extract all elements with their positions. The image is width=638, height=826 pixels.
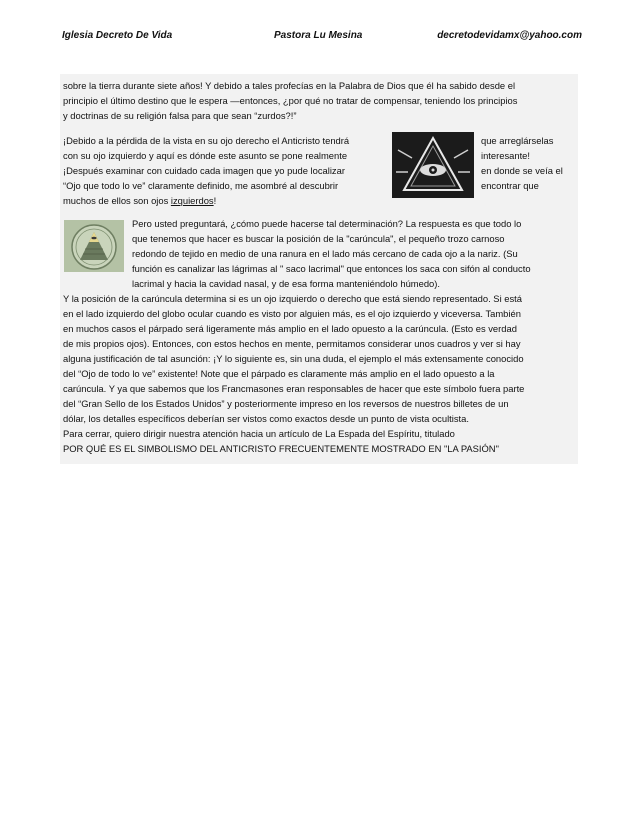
text-line: del “Gran Sello de los Estados Unidos” y posteriormente impreso en los reversos de nuestros billetes de un [63, 398, 509, 409]
text-line: ¡Después examinar con cuidado cada imagen que yo pude localizar [63, 165, 345, 176]
text-line: carúncula. Y ya que sabemos que los Francmasones eran responsables de hacer que este símbolo fuera parte [63, 383, 525, 394]
text-line: del “Ojo de todo lo ve” existente! Note que el párpado es claramente más amplio en el lado opuesto a la [63, 368, 495, 379]
paragraph-caruncula-full [63, 291, 524, 456]
text-line: que arreglárselas [481, 135, 554, 146]
text-line: con su ojo izquierdo y aquí es dónde este asunto se pone realmente [63, 150, 348, 161]
paragraph-caruncula-indented [132, 216, 531, 291]
text-line: lacrimal y hacia la cavidad nasal, y de esa forma manteniéndolo húmedo). [132, 278, 440, 289]
paragraph-left-eye-right [481, 133, 563, 193]
header-church-name: Iglesia Decreto De Vida [62, 30, 173, 41]
text-line: de mis propios ojos). Entonces, con estos hechos en mente, permitamos considerar unos cuadros y ver si hay [63, 338, 521, 349]
text-line: redondo de tejido en medio de una ranura en el lado más cercano de cada ojo a la nariz. (Su [132, 248, 518, 259]
paragraph-left-eye-left [63, 133, 349, 208]
header-email: decretodevidamx@yahoo.com [437, 30, 582, 41]
text-line: en muchos casos el párpado será ligeramente más amplio en el lado opuesto a la carúncula. (Esto es verdad [63, 323, 517, 334]
text-line: Para cerrar, quiero dirigir nuestra atención hacia un artículo de La Espada del Espíritu, titulado [63, 428, 455, 439]
text-line: dólar, los detalles específicos deberían ser vistos como exactos desde un punto de vista ocultista. [63, 413, 469, 424]
izquierdos-link[interactable]: izquierdos [170, 195, 214, 206]
text-line: interesante! [481, 150, 530, 161]
text-line: en el lado izquierdo del globo ocular cuando es visto por alguien más, es el ojo izquierdo y viceversa. También [63, 308, 521, 319]
text-fragment: muchos de ellos son ojos [63, 195, 171, 206]
text-line: ¡Debido a la pérdida de la vista en su ojo derecho el Anticristo tendrá [63, 135, 350, 146]
paragraph-intro [63, 78, 517, 123]
page-header [62, 30, 582, 44]
text-line: alguna justificación de tal asunción: ¡Y lo siguiente es, sin una duda, el ejemplo el más extensamente conocido [63, 353, 524, 364]
text-line: Y la posición de la carúncula determina si es un ojo izquierdo o derecho que está siendo representado. Si está [63, 293, 522, 304]
text-line [63, 193, 349, 208]
text-line: en donde se veía el [481, 165, 563, 176]
article-title-reference: POR QUÉ ES EL SIMBOLISMO DEL ANTICRISTO FRECUENTEMENTE MOSTRADO EN "LA PASIÓN" [63, 443, 499, 454]
dollar-pyramid-image [64, 220, 124, 272]
text-line: que tenemos que hacer es buscar la posición de la "carúncula", el pequeño trozo carnoso [132, 233, 505, 244]
text-line: encontrar que [481, 180, 539, 191]
text-line: sobre la tierra durante siete años! Y debido a tales profecías en la Palabra de Dios que él ha sabido desde el [63, 80, 516, 91]
text-fragment: ! [213, 195, 217, 206]
header-pastor-name: Pastora Lu Mesina [274, 30, 363, 41]
text-line: y doctrinas de su religión falsa para que sean “zurdos?!” [63, 110, 297, 121]
text-line: principio el último destino que le espera —entonces, ¿por qué no tratar de compensar, teniendo los principios [63, 95, 518, 106]
article-panel [60, 74, 578, 464]
text-line: “Ojo que todo lo ve” claramente definido, me asombré al descubrir [63, 180, 339, 191]
all-seeing-eye-image [392, 132, 474, 198]
text-line: función es canalizar las lágrimas al " saco lacrimal" que entonces los saca con sifón al conducto [132, 263, 531, 274]
text-line: Pero usted preguntará, ¿cómo puede hacerse tal determinación? La respuesta es que todo lo [132, 218, 522, 229]
